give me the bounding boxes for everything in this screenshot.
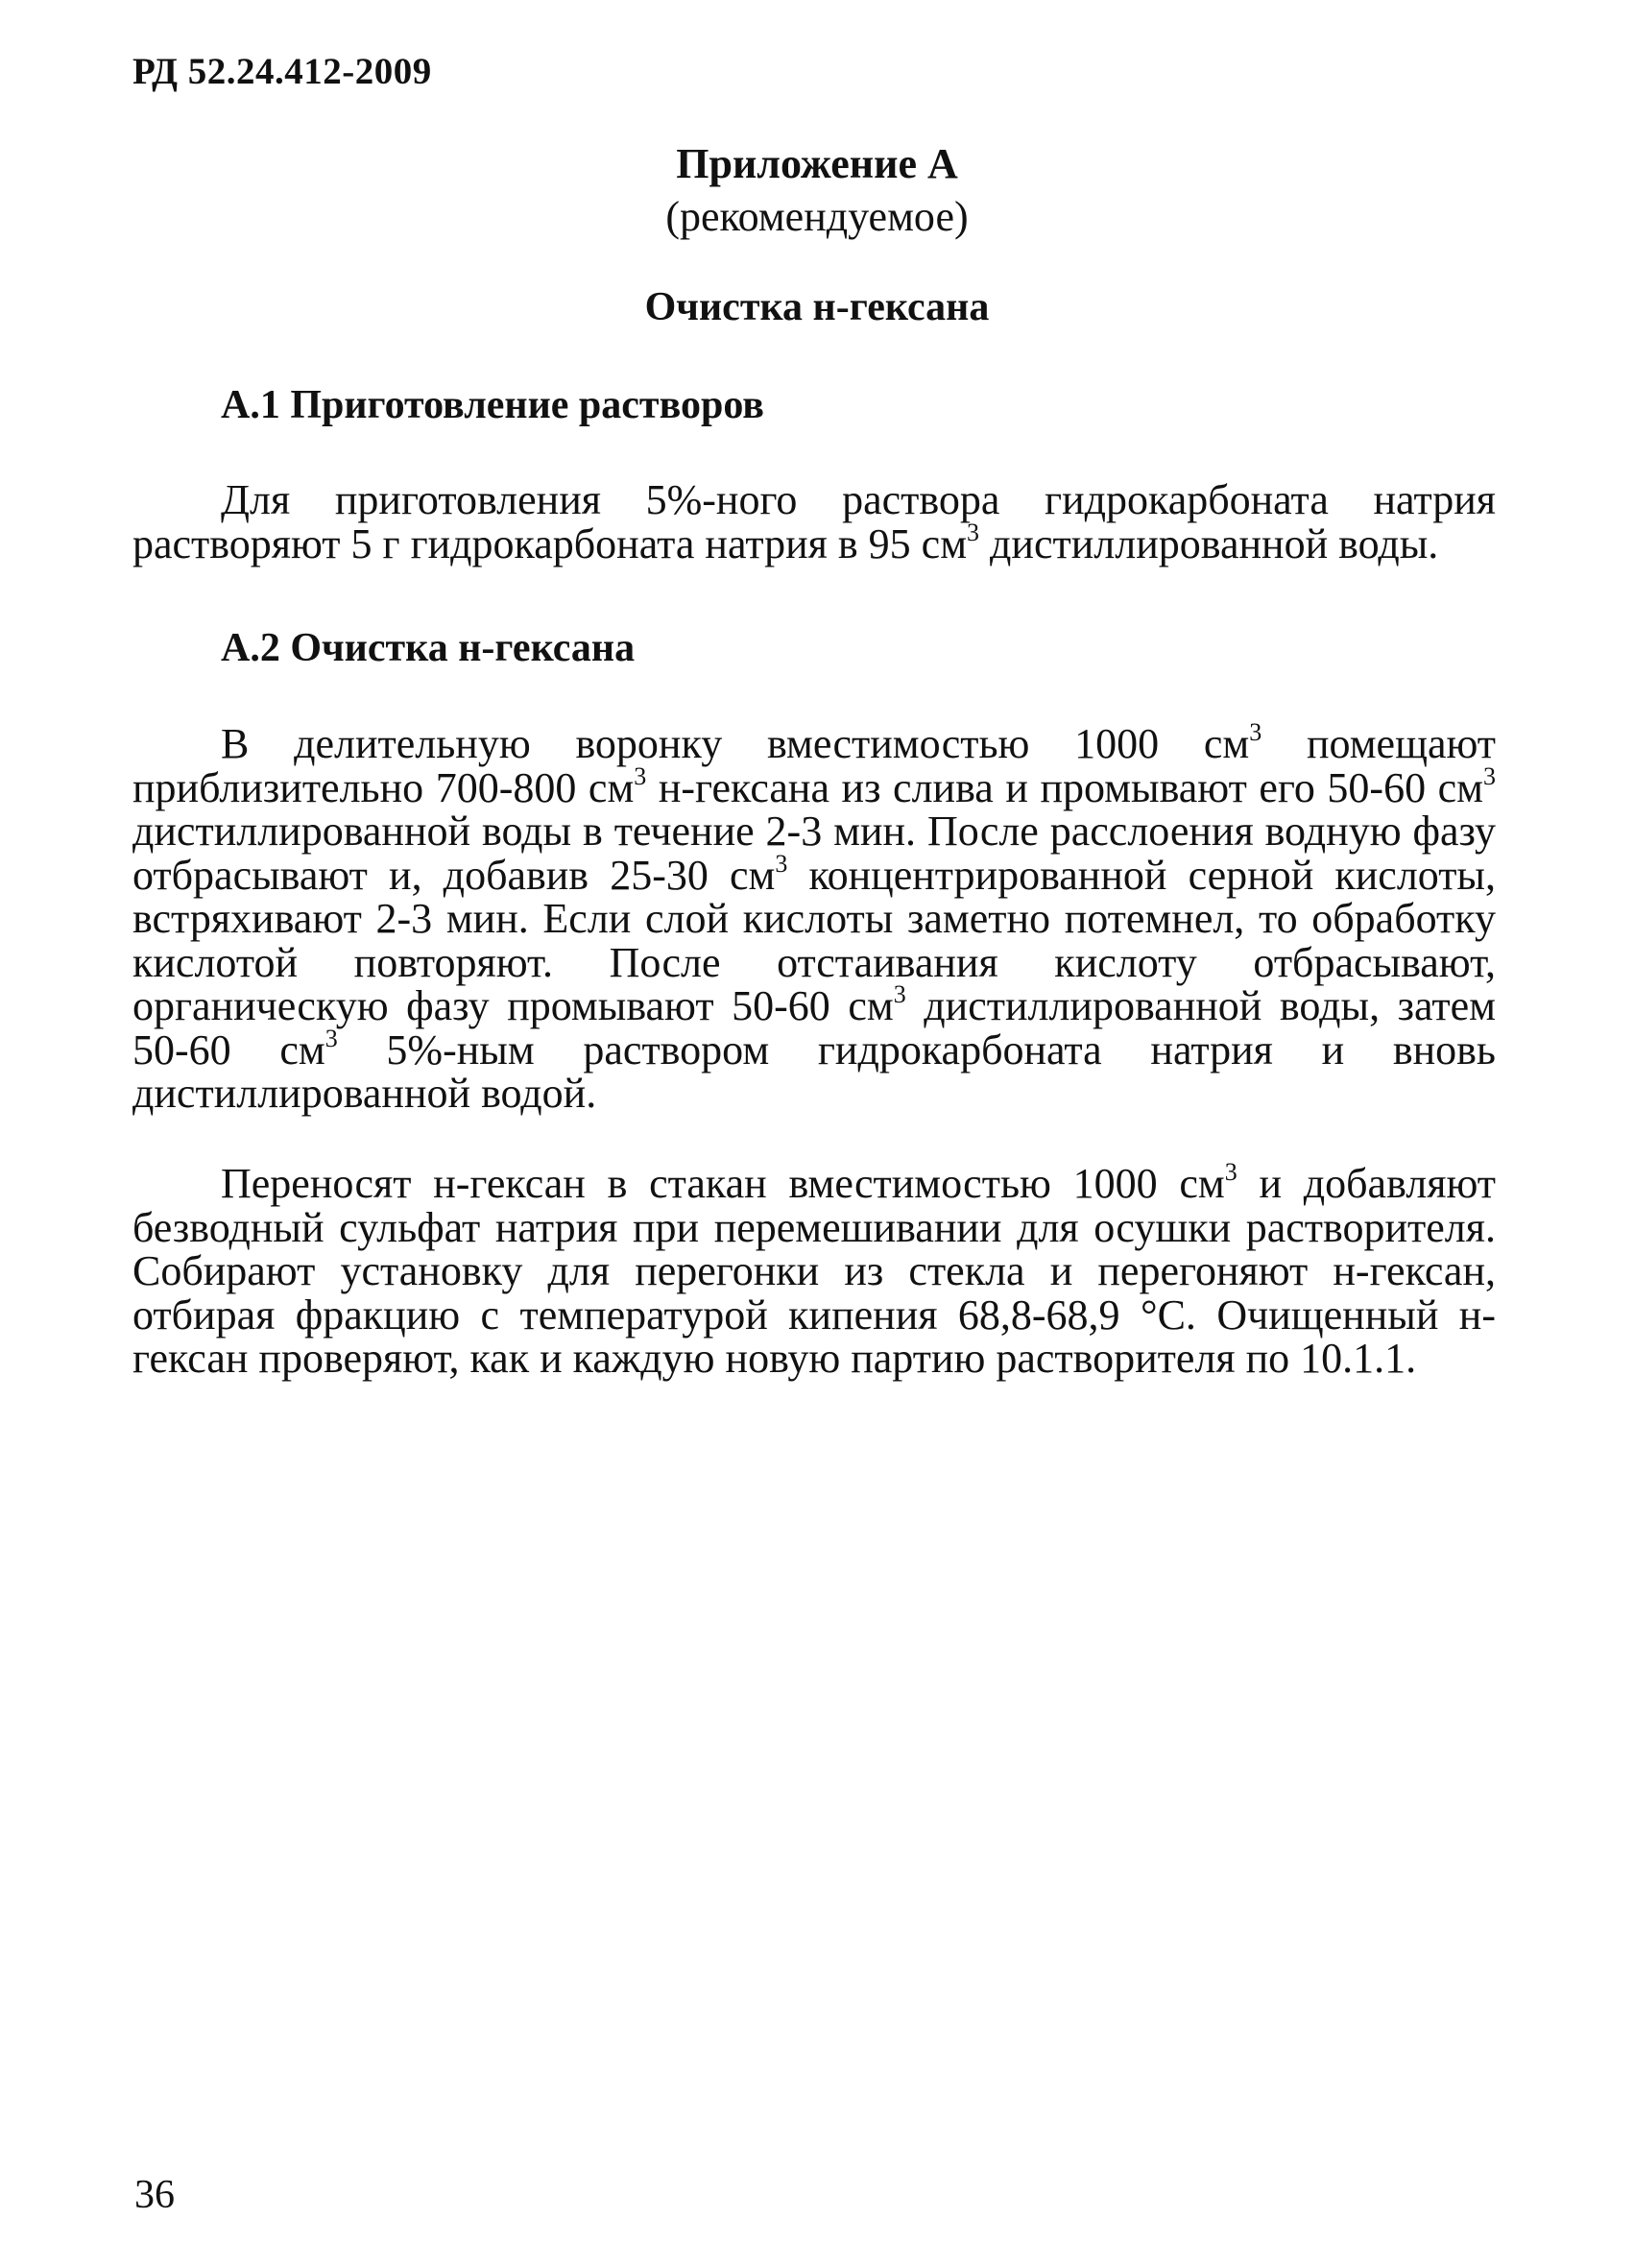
paragraph-distillation: Переносят н-гексан в стакан вместимостью 1000 $см^3$ и добавляют безводный сульфат натрия при перемешивании для осушки растворителя. Собирают установку для перегонки из стекла и перегоняют н-гексан, отбирая фракцию с температурой кипения 68,8-68,9 °С. Очищенный н-гексан проверяют, как и каждую новую партию растворителя по 10.1.1. bbox=[132, 1158, 1496, 1382]
appendix-subtitle: (рекомендуемое) bbox=[665, 193, 969, 240]
paragraph-solutions: Для приготовления 5%-ного раствора гидрокарбоната натрия растворяют 5 г гидрокарбоната натрия в 95 $см^3$ дистиллированной воды. bbox=[132, 476, 1496, 567]
appendix-title: Приложение А bbox=[676, 140, 958, 187]
paragraph-purification: В делительную воронку вместимостью 1000 $см^3$ помещают приблизительно 700-800 $см^3$ н-гексана из слива и промывают его 50-60 $см^3$ дистиллированной воды в течение 2-3 мин. После расслоения водную фазу отбрасывают и, добавив 25-30 $см^3$ концентрированной серной кислоты, встряхивают 2-3 мин. Если слой кислоты заметно потемнел, то обработку кислотой повторяют. После отстаивания кислоту отбрасывают, органическую фазу промывают 50-60 $см^3$ дистиллированной воды, затем 50-60 $см^3$ 5%-ным раствором гидрокарбоната натрия и вновь дистиллированной водой. bbox=[132, 718, 1497, 1117]
section-heading-a2: А.2 Очистка н-гексана bbox=[221, 626, 636, 670]
page-number: 36 bbox=[134, 2173, 175, 2217]
document-code: РД 52.24.412-2009 bbox=[132, 51, 432, 92]
appendix-main-title: Очистка н-гексана bbox=[644, 285, 990, 329]
section-heading-a1: А.1 Приготовление растворов bbox=[221, 383, 764, 427]
